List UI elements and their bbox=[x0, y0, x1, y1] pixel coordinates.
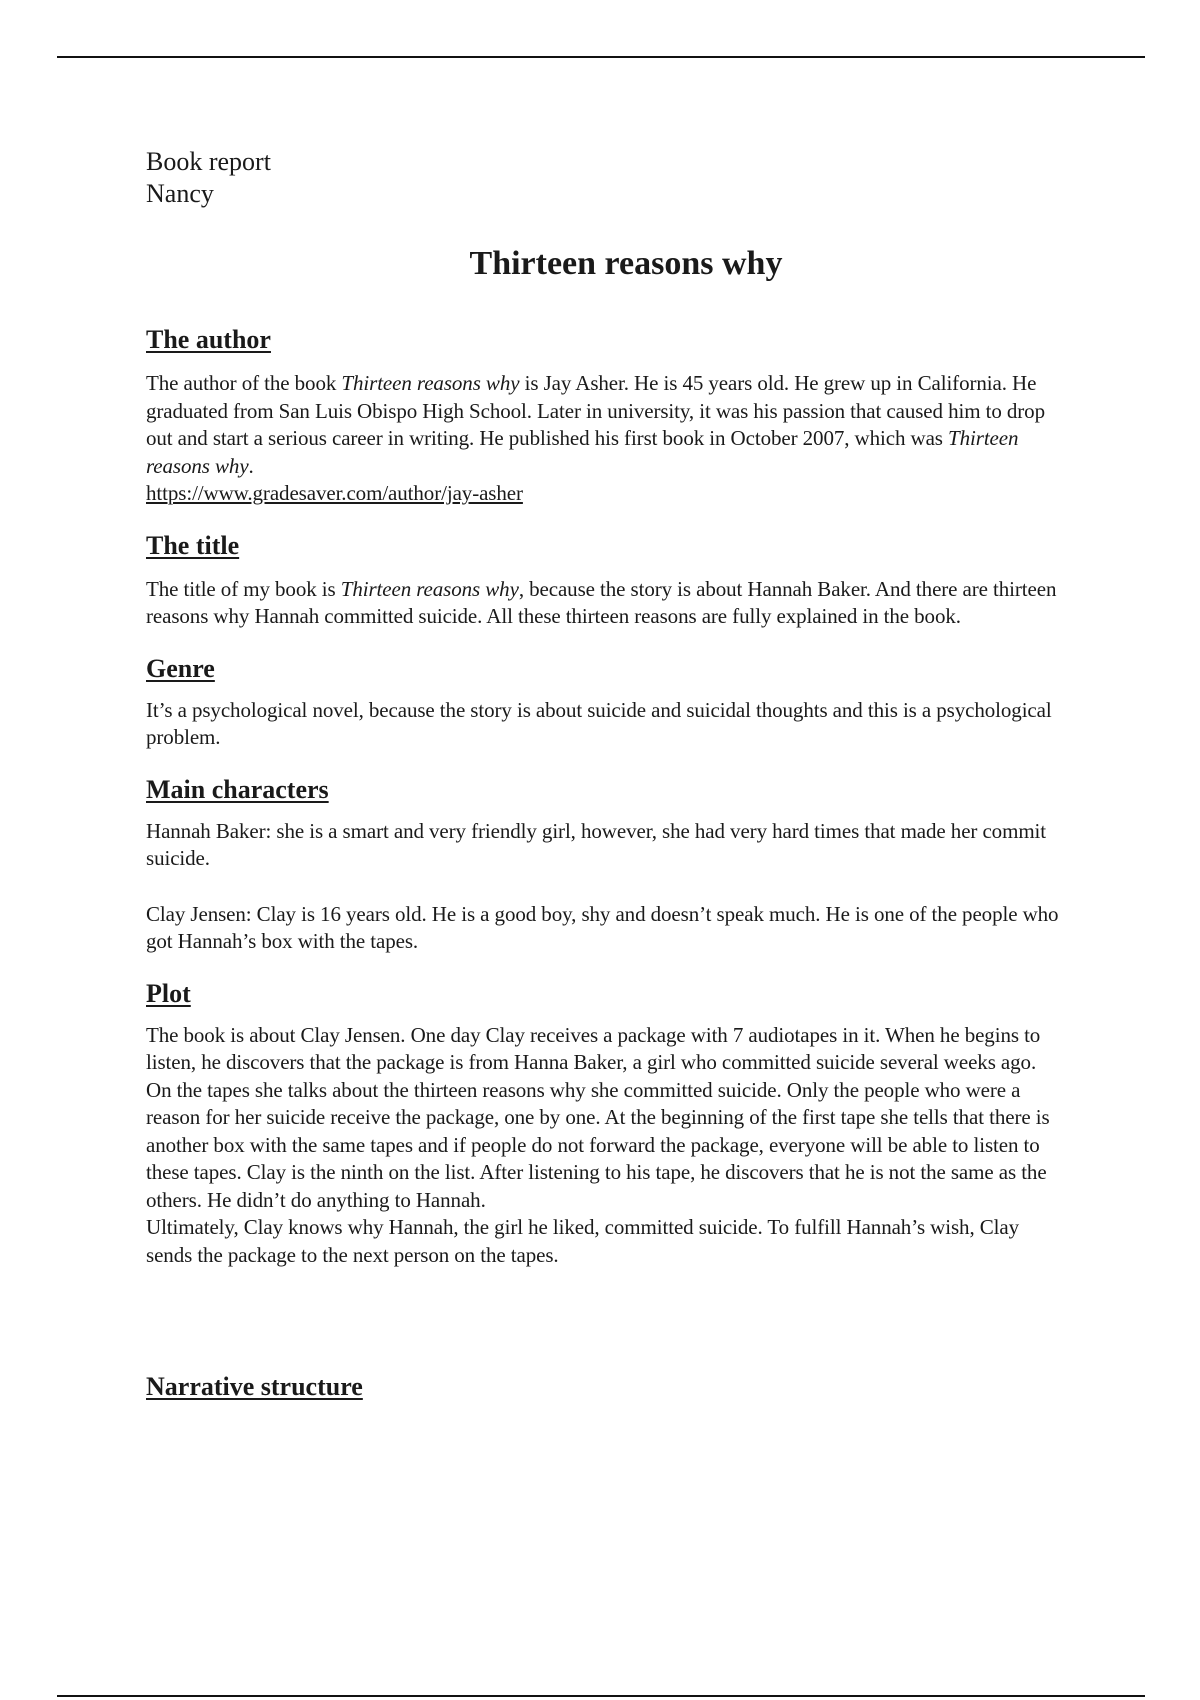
book-title-italic: Thirteen reasons why bbox=[146, 426, 1019, 478]
heading-plot: Plot bbox=[146, 978, 191, 1008]
document-label: Book report bbox=[146, 147, 271, 176]
page-title: Thirteen reasons why bbox=[469, 245, 783, 282]
paragraph-genre: It’s a psychological novel, because the story is about suicide and suicidal thoughts and this is a psychological problem. bbox=[146, 697, 1052, 749]
heading-the-title: The title bbox=[146, 530, 240, 560]
document-page bbox=[146, 146, 1066, 1403]
top-rule bbox=[57, 56, 1145, 58]
student-name: Nancy bbox=[146, 179, 214, 208]
heading-main-characters: Main characters bbox=[146, 774, 329, 804]
paragraph-title bbox=[146, 576, 1066, 631]
book-title-italic: Thirteen reasons why bbox=[340, 576, 519, 601]
paragraph-character-clay: Clay Jensen: Clay is 16 years old. He is a good boy, shy and doesn’t speak much. He is one of the people who got Hannah’s box with the tapes. bbox=[146, 901, 1059, 953]
bottom-rule bbox=[57, 1695, 1145, 1697]
paragraph-author bbox=[146, 370, 1066, 508]
source-link[interactable]: https://www.gradesaver.com/author/jay-asher bbox=[146, 481, 523, 505]
heading-narrative-structure: Narrative structure bbox=[146, 1372, 363, 1401]
text-run: is Jay Asher. He is 45 years old. He grew up in California. He graduated from San Luis Obispo High School. Later in university, it was his passion that caused him to drop out and start a serious career in writing. He published his first book in October 2007, which was bbox=[146, 371, 1045, 450]
blank-line bbox=[146, 873, 1066, 901]
heading-genre: Genre bbox=[146, 653, 215, 683]
text-run: . bbox=[248, 453, 254, 478]
text-run: The author of the book bbox=[146, 371, 342, 395]
paragraph-character-hannah: Hannah Baker: she is a smart and very friendly girl, however, she had very hard times that made her commit suicide. bbox=[146, 818, 1047, 870]
text-run: The title of my book is bbox=[146, 576, 341, 601]
text-run: , because the story is about Hannah Baker. And there are thirteen reasons why Hannah committed suicide. All these thirteen reasons are fully explained in the book. bbox=[146, 576, 1057, 628]
paragraph-plot: The book is about Clay Jensen. One day Clay receives a package with 7 audiotapes in it. When he begins to listen, he discovers that the package is from Hanna Baker, a girl who committed suicide several weeks ago. On the tapes she talks about the thirteen reasons why she committed suicide. Only the people who were a reason for her suicide receive the package, one by one. At the beginning of the first tape she tells that there is another box with the same tapes and if people do not forward the package, everyone will be able to listen to these tapes. Clay is the ninth on the list. After listening to his tape, he discovers that he is not the same as the others. He didn’t do anything to Hannah. bbox=[146, 1022, 1050, 1212]
paragraph-plot-conclusion: Ultimately, Clay knows why Hannah, the girl he liked, committed suicide. To fulfill Hannah’s wish, Clay sends the package to the next person on the tapes. bbox=[146, 1215, 1020, 1267]
heading-the-author: The author bbox=[146, 325, 271, 354]
book-title-italic: Thirteen reasons why bbox=[341, 371, 520, 395]
